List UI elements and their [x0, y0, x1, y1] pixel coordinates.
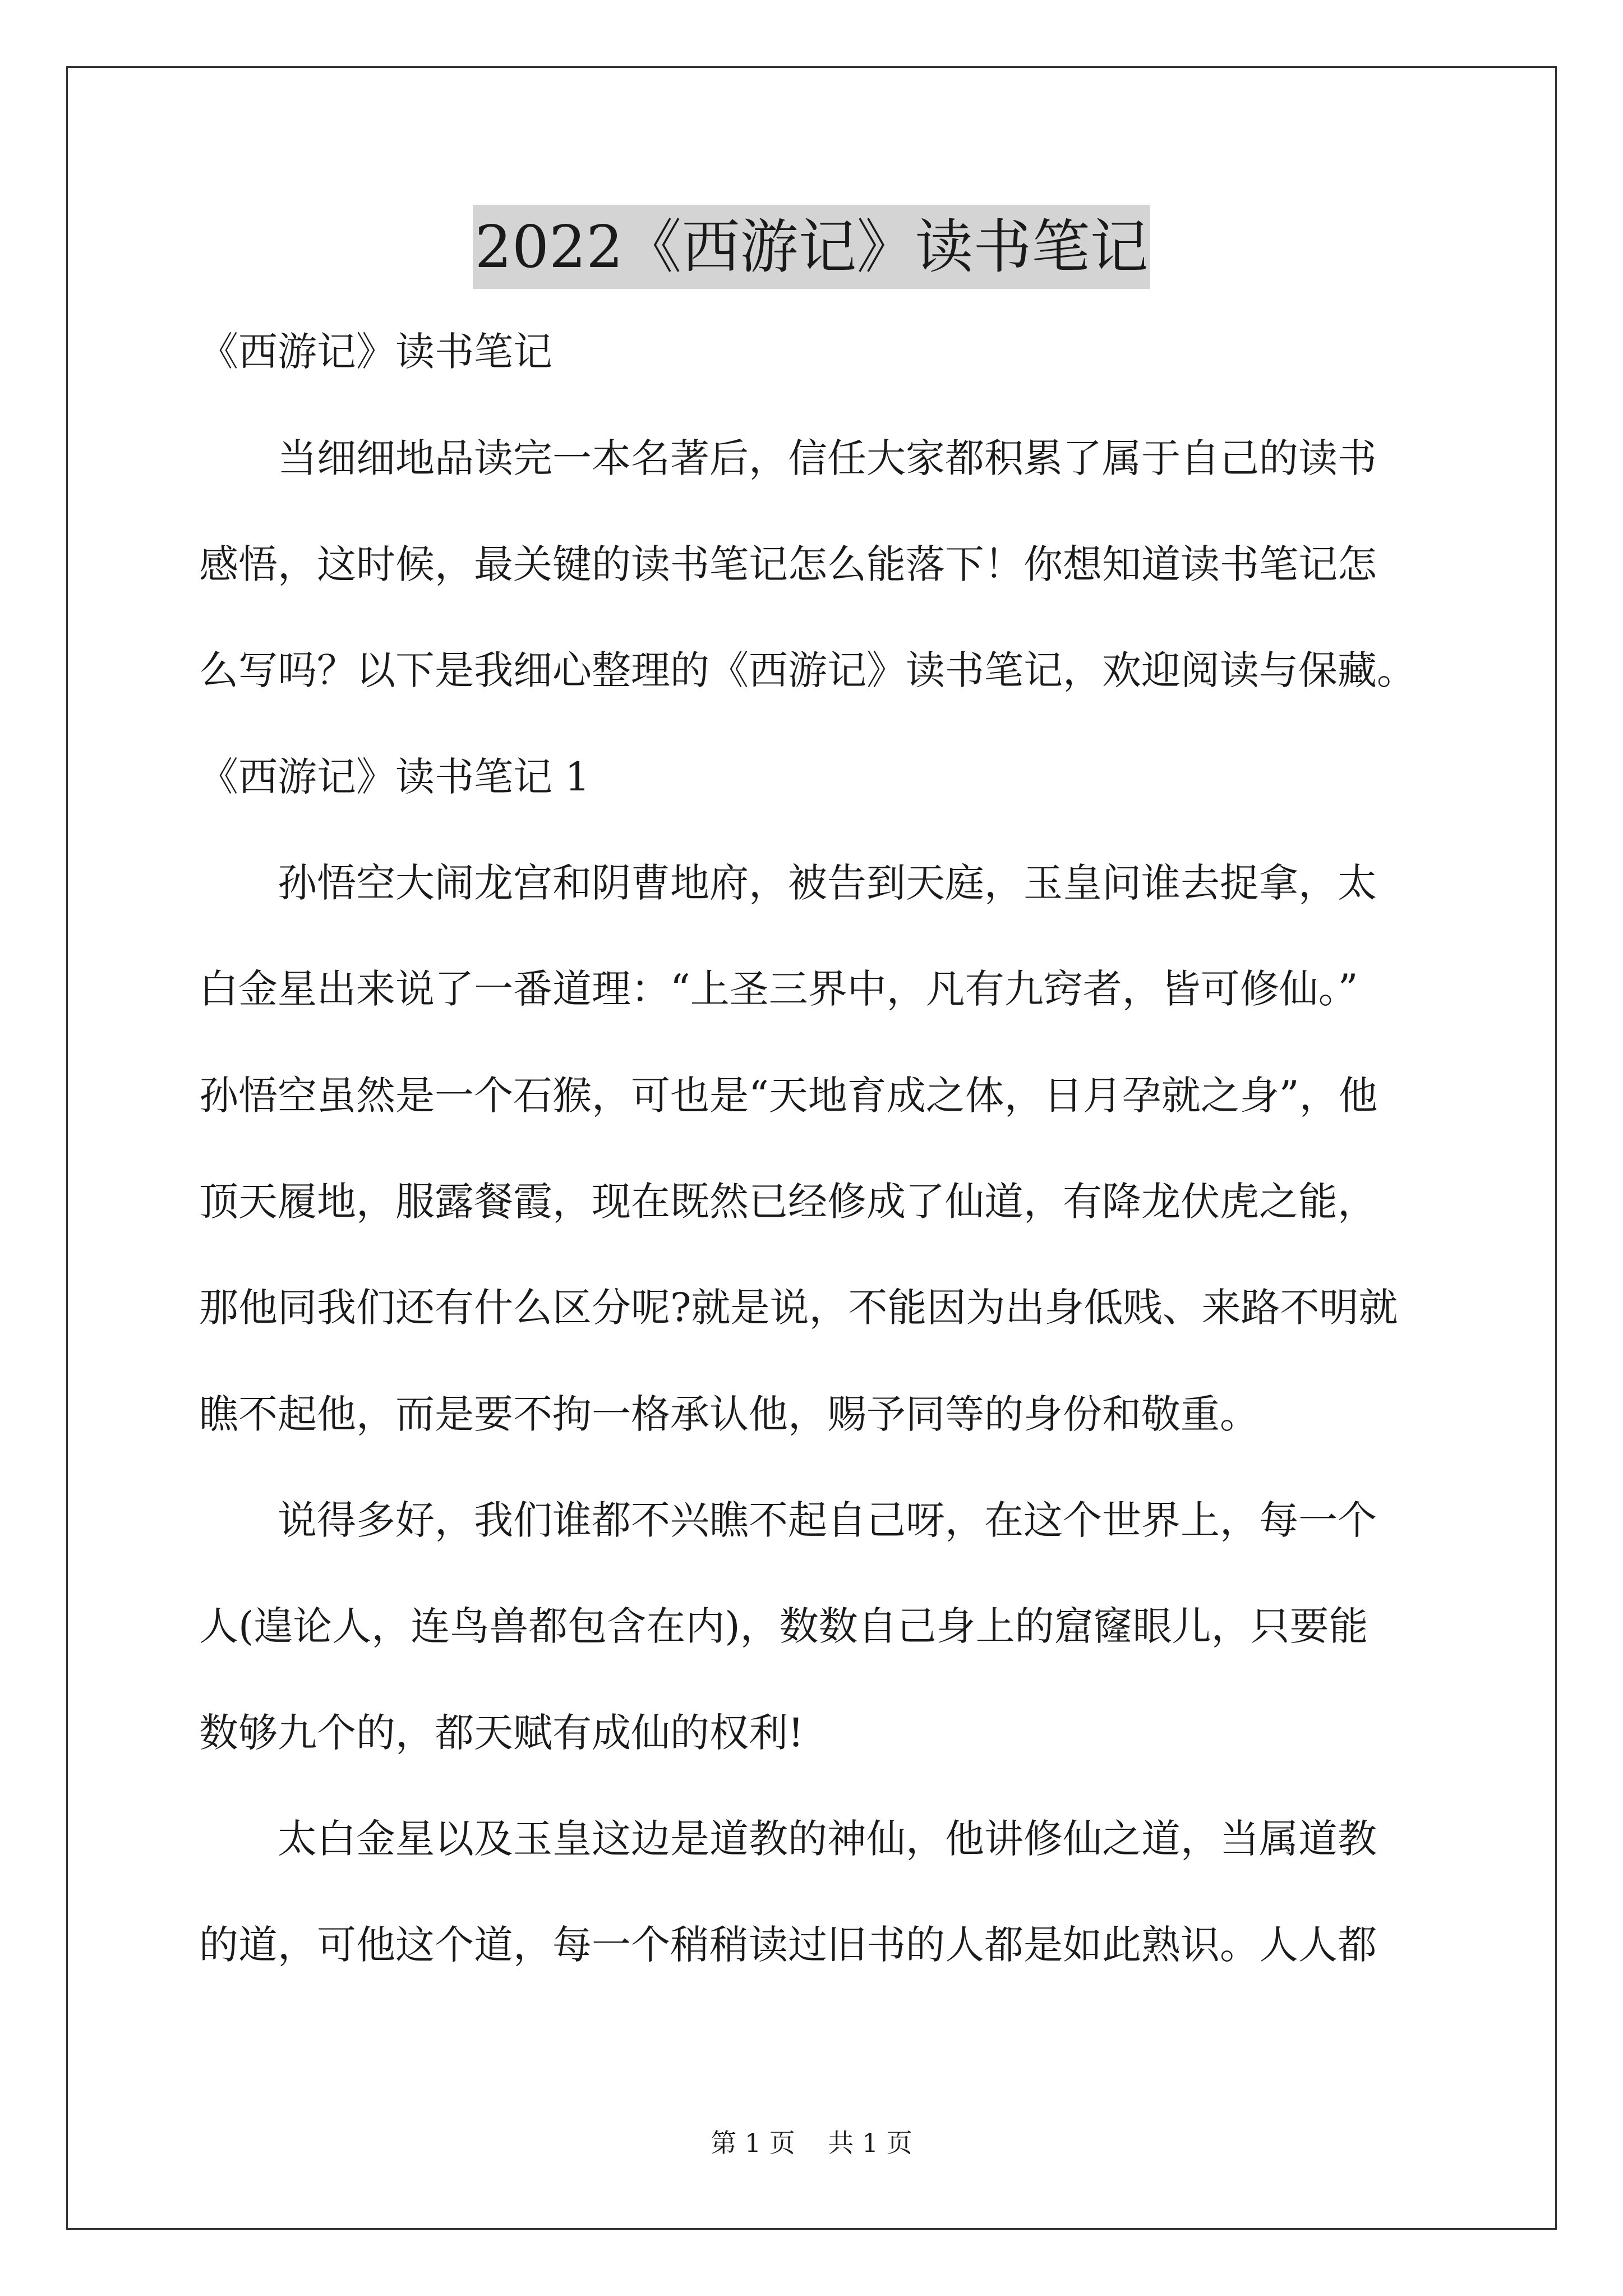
body-line: 孙悟空虽然是一个石猴，可也是“天地育成之体，日月孕就之身”，他 [199, 1073, 1378, 1119]
body-line: 白金星出来说了一番道理：“上圣三界中，凡有九窍者，皆可修仙。” [199, 966, 1358, 1012]
body-line: 那他同我们还有什么区分呢?就是说，不能因为出身低贱、来路不明就 [199, 1285, 1398, 1331]
document-title-text: 2022《西游记》读书笔记 [473, 205, 1151, 289]
body-line: 么写吗？以下是我细心整理的《西游记》读书笔记，欢迎阅读与保藏。 [199, 647, 1416, 693]
body-line: 瞧不起他，而是要不拘一格承认他，赐予同等的身份和敬重。 [199, 1391, 1259, 1437]
body-line: 当细细地品读完一本名著后，信任大家都积累了属于自己的读书 [199, 435, 1377, 481]
page-footer: 第 1 页 共 1 页 [711, 2128, 912, 2158]
body-line: 孙悟空大闹龙宫和阴曹地府，被告到天庭，玉皇问谁去捉拿，太 [199, 860, 1377, 906]
body-line: 《西游记》读书笔记 [199, 329, 552, 375]
body-line: 数够九个的，都天赋有成仙的权利! [199, 1710, 804, 1756]
body-line: 顶天履地，服露餐霞，现在既然已经修成了仙道，有降龙伏虎之能， [199, 1179, 1377, 1225]
page-border [66, 66, 1557, 2230]
body-line: 说得多好，我们谁都不兴瞧不起自己呀，在这个世界上，每一个 [199, 1497, 1377, 1543]
body-line: 《西游记》读书笔记 1 [199, 754, 590, 800]
body-line: 感悟，这时候，最关键的读书笔记怎么能落下！你想知道读书笔记怎 [199, 541, 1377, 587]
body-line: 的道，可他这个道，每一个稍稍读过旧书的人都是如此熟识。人人都 [199, 1922, 1377, 1968]
document-title [0, 205, 1623, 289]
body-line: 太白金星以及玉皇这边是道教的神仙，他讲修仙之道，当属道教 [199, 1816, 1377, 1862]
body-line: 人(遑论人，连鸟兽都包含在内)，数数自己身上的窟窿眼儿，只要能 [199, 1603, 1368, 1649]
